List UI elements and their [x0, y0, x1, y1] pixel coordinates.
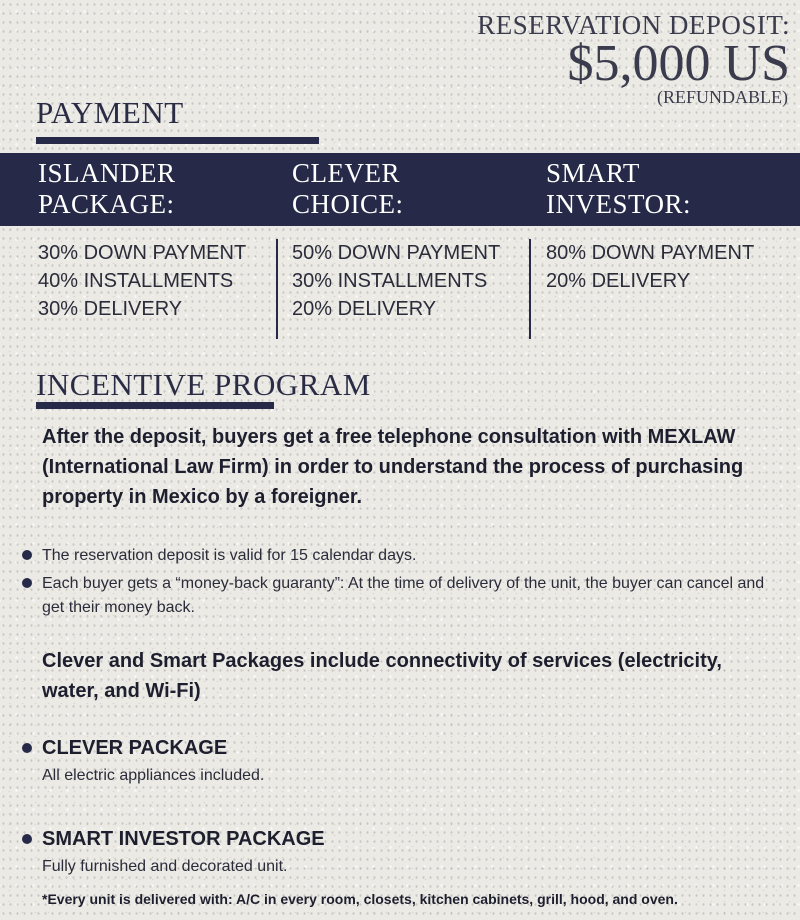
column-divider — [529, 239, 531, 339]
term-line: 20% DELIVERY — [546, 270, 691, 292]
term-line: 30% INSTALLMENTS — [292, 270, 488, 292]
incentive-underline — [36, 402, 274, 409]
clever-package-title: CLEVER PACKAGE — [42, 737, 228, 759]
footnote: *Every unit is delivered with: A/C in every room, closets, kitchen cabinets, grill, hood, and oven. — [42, 891, 678, 907]
connectivity-note: Clever and Smart Packages include connectivity of services (electricity, water, and Wi-Fi) — [42, 650, 722, 702]
bullet-dot-icon — [22, 834, 32, 844]
clever-package-desc: All electric appliances included. — [42, 767, 265, 784]
bullet-item — [22, 572, 782, 624]
smart-package-desc: Fully furnished and decorated unit. — [42, 858, 288, 875]
incentive-intro: After the deposit, buyers get a free telephone consultation with MEXLAW (International Law Firm) in order to understand the process of purchasing property in Mexico by a foreigner. — [42, 426, 744, 508]
term-line: 40% INSTALLMENTS — [38, 270, 234, 292]
package-name-clever: CLEVER CHOICE: — [292, 158, 404, 219]
package-name-smart: SMART INVESTOR: — [546, 158, 692, 219]
deposit-amount: $5,000 US — [567, 35, 790, 92]
payment-underline — [36, 137, 319, 144]
package-header-band — [0, 153, 800, 226]
payment-title: PAYMENT — [36, 95, 184, 130]
incentive-title: INCENTIVE PROGRAM — [36, 367, 371, 402]
term-line: 50% DOWN PAYMENT — [292, 242, 501, 264]
term-line: 80% DOWN PAYMENT — [546, 242, 755, 264]
bullet-item — [22, 544, 782, 568]
bullet-dot-icon — [22, 578, 32, 588]
deposit-note: (REFUNDABLE) — [657, 87, 788, 107]
term-line: 30% DELIVERY — [38, 298, 183, 320]
smart-package-title: SMART INVESTOR PACKAGE — [42, 828, 325, 850]
package-terms-clever — [292, 239, 500, 323]
deposit-label: RESERVATION DEPOSIT: — [477, 10, 790, 40]
package-terms-islander — [38, 239, 246, 323]
package-name-islander: ISLANDER PACKAGE: — [38, 158, 176, 219]
term-line: 30% DOWN PAYMENT — [38, 242, 247, 264]
bullet-dot-icon — [22, 550, 32, 560]
bullet-text: Each buyer gets a “money-back guaranty”: At the time of delivery of the unit, the buyer can cancel and get their money back. — [42, 575, 765, 616]
smart-package-item — [22, 826, 782, 882]
bullet-dot-icon — [22, 743, 32, 753]
clever-package-item — [22, 735, 782, 791]
bullet-text: The reservation deposit is valid for 15 calendar days. — [42, 547, 417, 564]
package-terms-smart — [546, 239, 754, 295]
column-divider — [276, 239, 278, 339]
term-line: 20% DELIVERY — [292, 298, 437, 320]
